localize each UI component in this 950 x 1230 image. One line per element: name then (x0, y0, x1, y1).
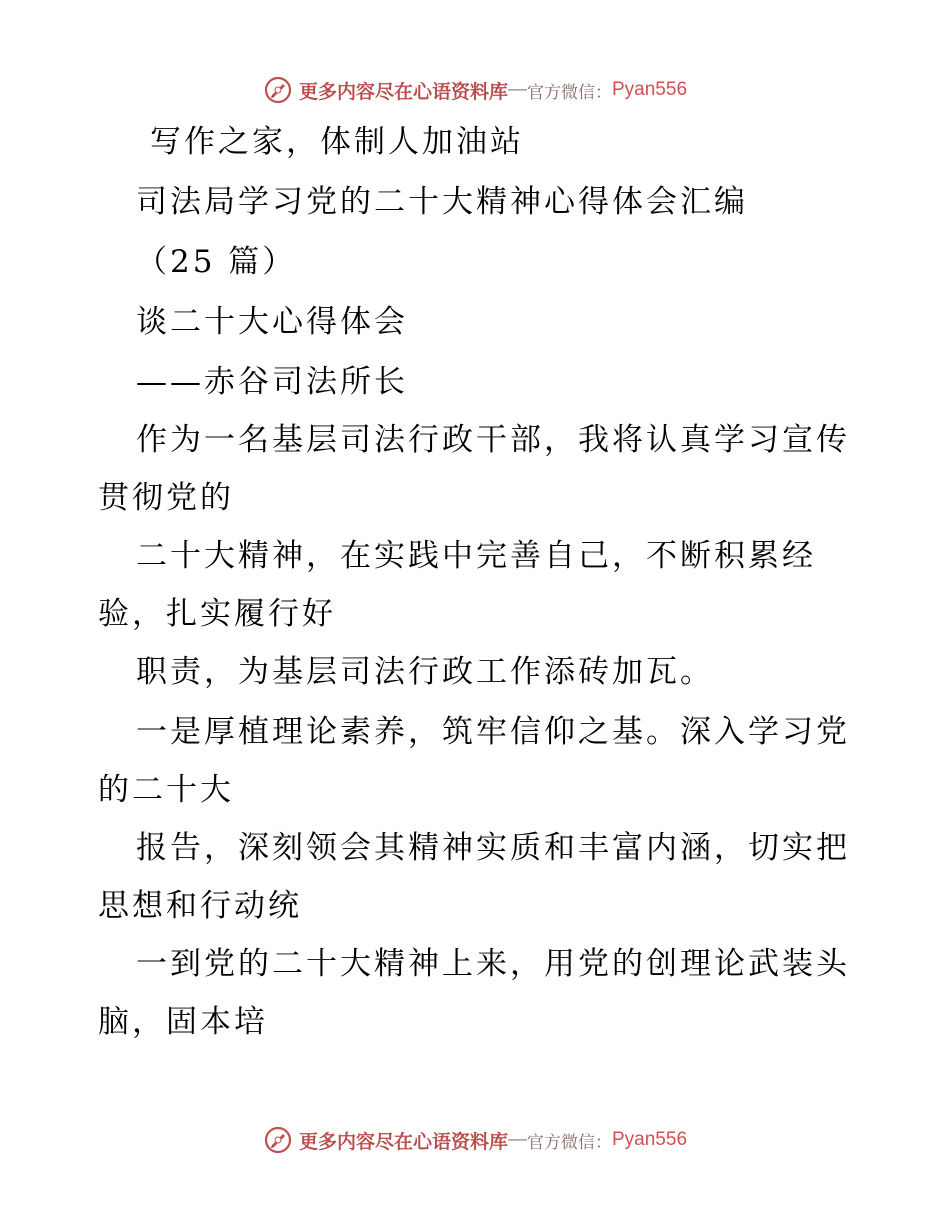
watermark-handle: Pyan556 (612, 79, 688, 100)
watermark-handle: Pyan556 (612, 1129, 688, 1150)
doc-heading: 谈二十大心得体会 (136, 304, 408, 340)
brand-logo-icon (263, 75, 293, 105)
watermark-separator: — (508, 79, 527, 100)
footer-watermark (0, 1120, 950, 1160)
doc-line: 职责，为基层司法行政工作添砖加瓦。 (136, 654, 714, 690)
doc-line: 一到党的二十大精神上来，用党的创理论武装头 (136, 946, 850, 982)
doc-line: 一是厚植理论素养，筑牢信仰之基。深入学习党 (136, 714, 850, 750)
header-watermark (0, 70, 950, 110)
watermark-separator: — (508, 1129, 527, 1150)
doc-subtitle: （25 篇） (136, 244, 297, 280)
doc-line: 的二十大 (98, 772, 234, 808)
doc-line: 贯彻党的 (98, 480, 234, 516)
doc-line: 二十大精神，在实践中完善自己，不断积累经 (136, 538, 816, 574)
doc-line: 验，扎实履行好 (98, 596, 336, 632)
brand-logo-icon (263, 1125, 293, 1155)
doc-line: 作为一名基层司法行政干部，我将认真学习宣传 (136, 422, 850, 458)
watermark-text: 更多内容尽在心语资料库 (298, 80, 508, 103)
doc-title: 司法局学习党的二十大精神心得体会汇编 (136, 184, 748, 220)
doc-line: 脑，固本培 (98, 1004, 268, 1040)
watermark-text: 更多内容尽在心语资料库 (298, 1130, 508, 1153)
watermark-label: 官方微信： (527, 82, 612, 103)
watermark-label: 官方微信： (527, 1132, 612, 1153)
doc-author: ——赤谷司法所长 (136, 364, 408, 400)
doc-line: 写作之家，体制人加油站 (150, 124, 524, 160)
doc-line: 思想和行动统 (98, 888, 302, 924)
doc-line: 报告，深刻领会其精神实质和丰富内涵，切实把 (136, 830, 850, 866)
